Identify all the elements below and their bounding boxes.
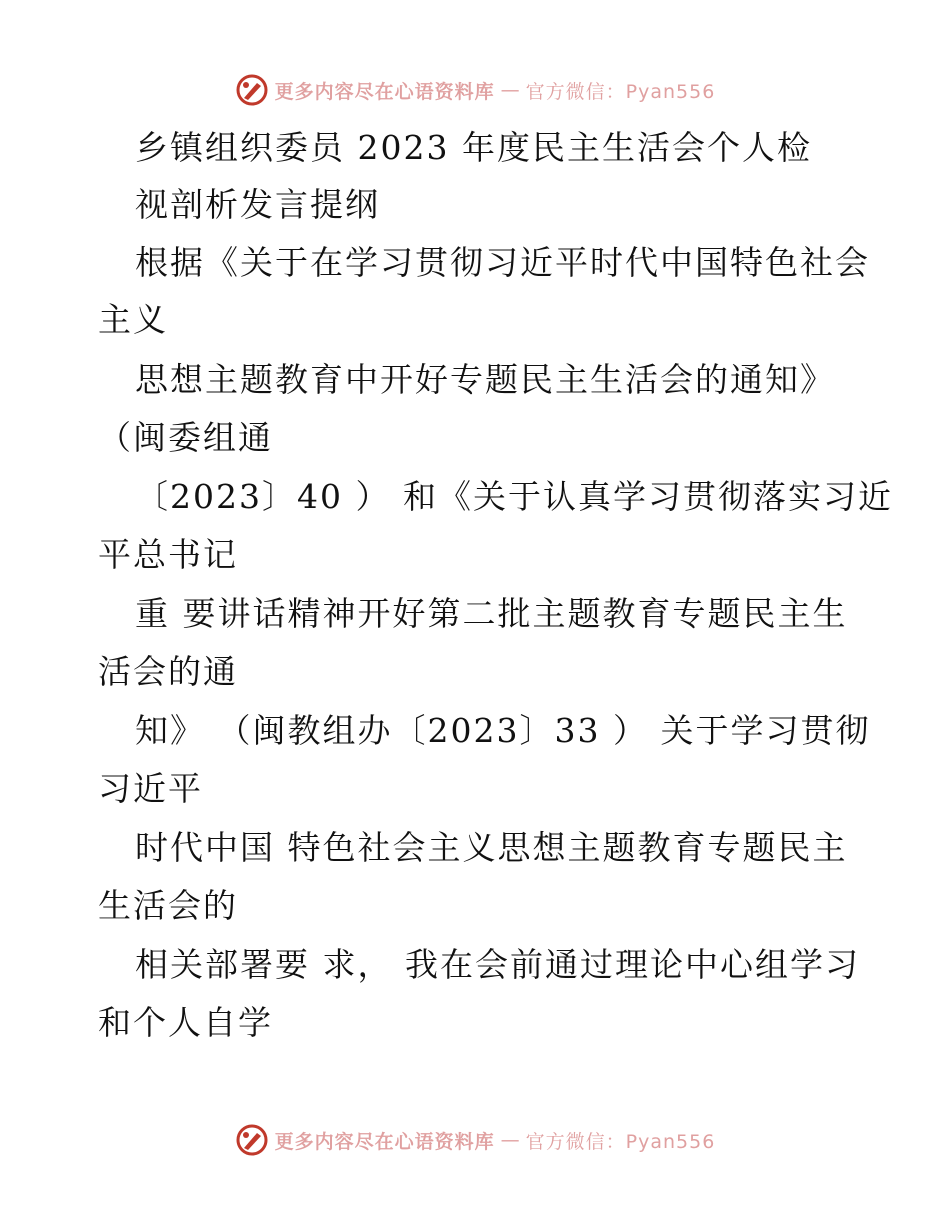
watermark-dash: —: [500, 79, 520, 101]
document-line: 和个人自学: [98, 1003, 273, 1042]
document-line: 时代中国 特色社会主义思想主题教育专题民主: [135, 828, 848, 867]
footer-watermark: [0, 1122, 950, 1158]
document-line: 知》 （闽教组办〔2023〕33 ） 关于学习贯彻: [135, 711, 871, 750]
document-line: 主义: [98, 300, 168, 339]
document-line: 重 要讲话精神开好第二批主题教育专题民主生: [135, 594, 848, 633]
document-line: 生活会的: [98, 886, 238, 925]
pen-logo-icon: [235, 1123, 269, 1157]
document-line: 平总书记: [98, 535, 238, 574]
document-line: 乡镇组织委员 2023 年度民主生活会个人检: [135, 128, 812, 167]
document-line: 相关部署要 求， 我在会前通过理论中心组学习: [135, 945, 860, 984]
document-line: （闽委组通: [98, 418, 273, 457]
document-line: 根据《关于在学习贯彻习近平时代中国特色社会: [135, 243, 870, 282]
document-line: 活会的通: [98, 652, 238, 691]
watermark-prefix: 更多内容尽在心语资料库: [274, 1130, 495, 1153]
watermark-prefix: 更多内容尽在心语资料库: [274, 80, 495, 103]
watermark-dash: —: [500, 1129, 520, 1151]
document-line: 〔2023〕40 ） 和《关于认真学习贯彻落实习近: [135, 477, 893, 516]
document-line: 习近平: [98, 769, 203, 808]
document-line: 思想主题教育中开好专题民主生活会的通知》: [135, 360, 835, 399]
watermark-suffix: 官方微信：Pyan556: [525, 1130, 716, 1153]
watermark-suffix: 官方微信：Pyan556: [525, 80, 716, 103]
document-line: 视剖析发言提纲: [135, 185, 380, 224]
